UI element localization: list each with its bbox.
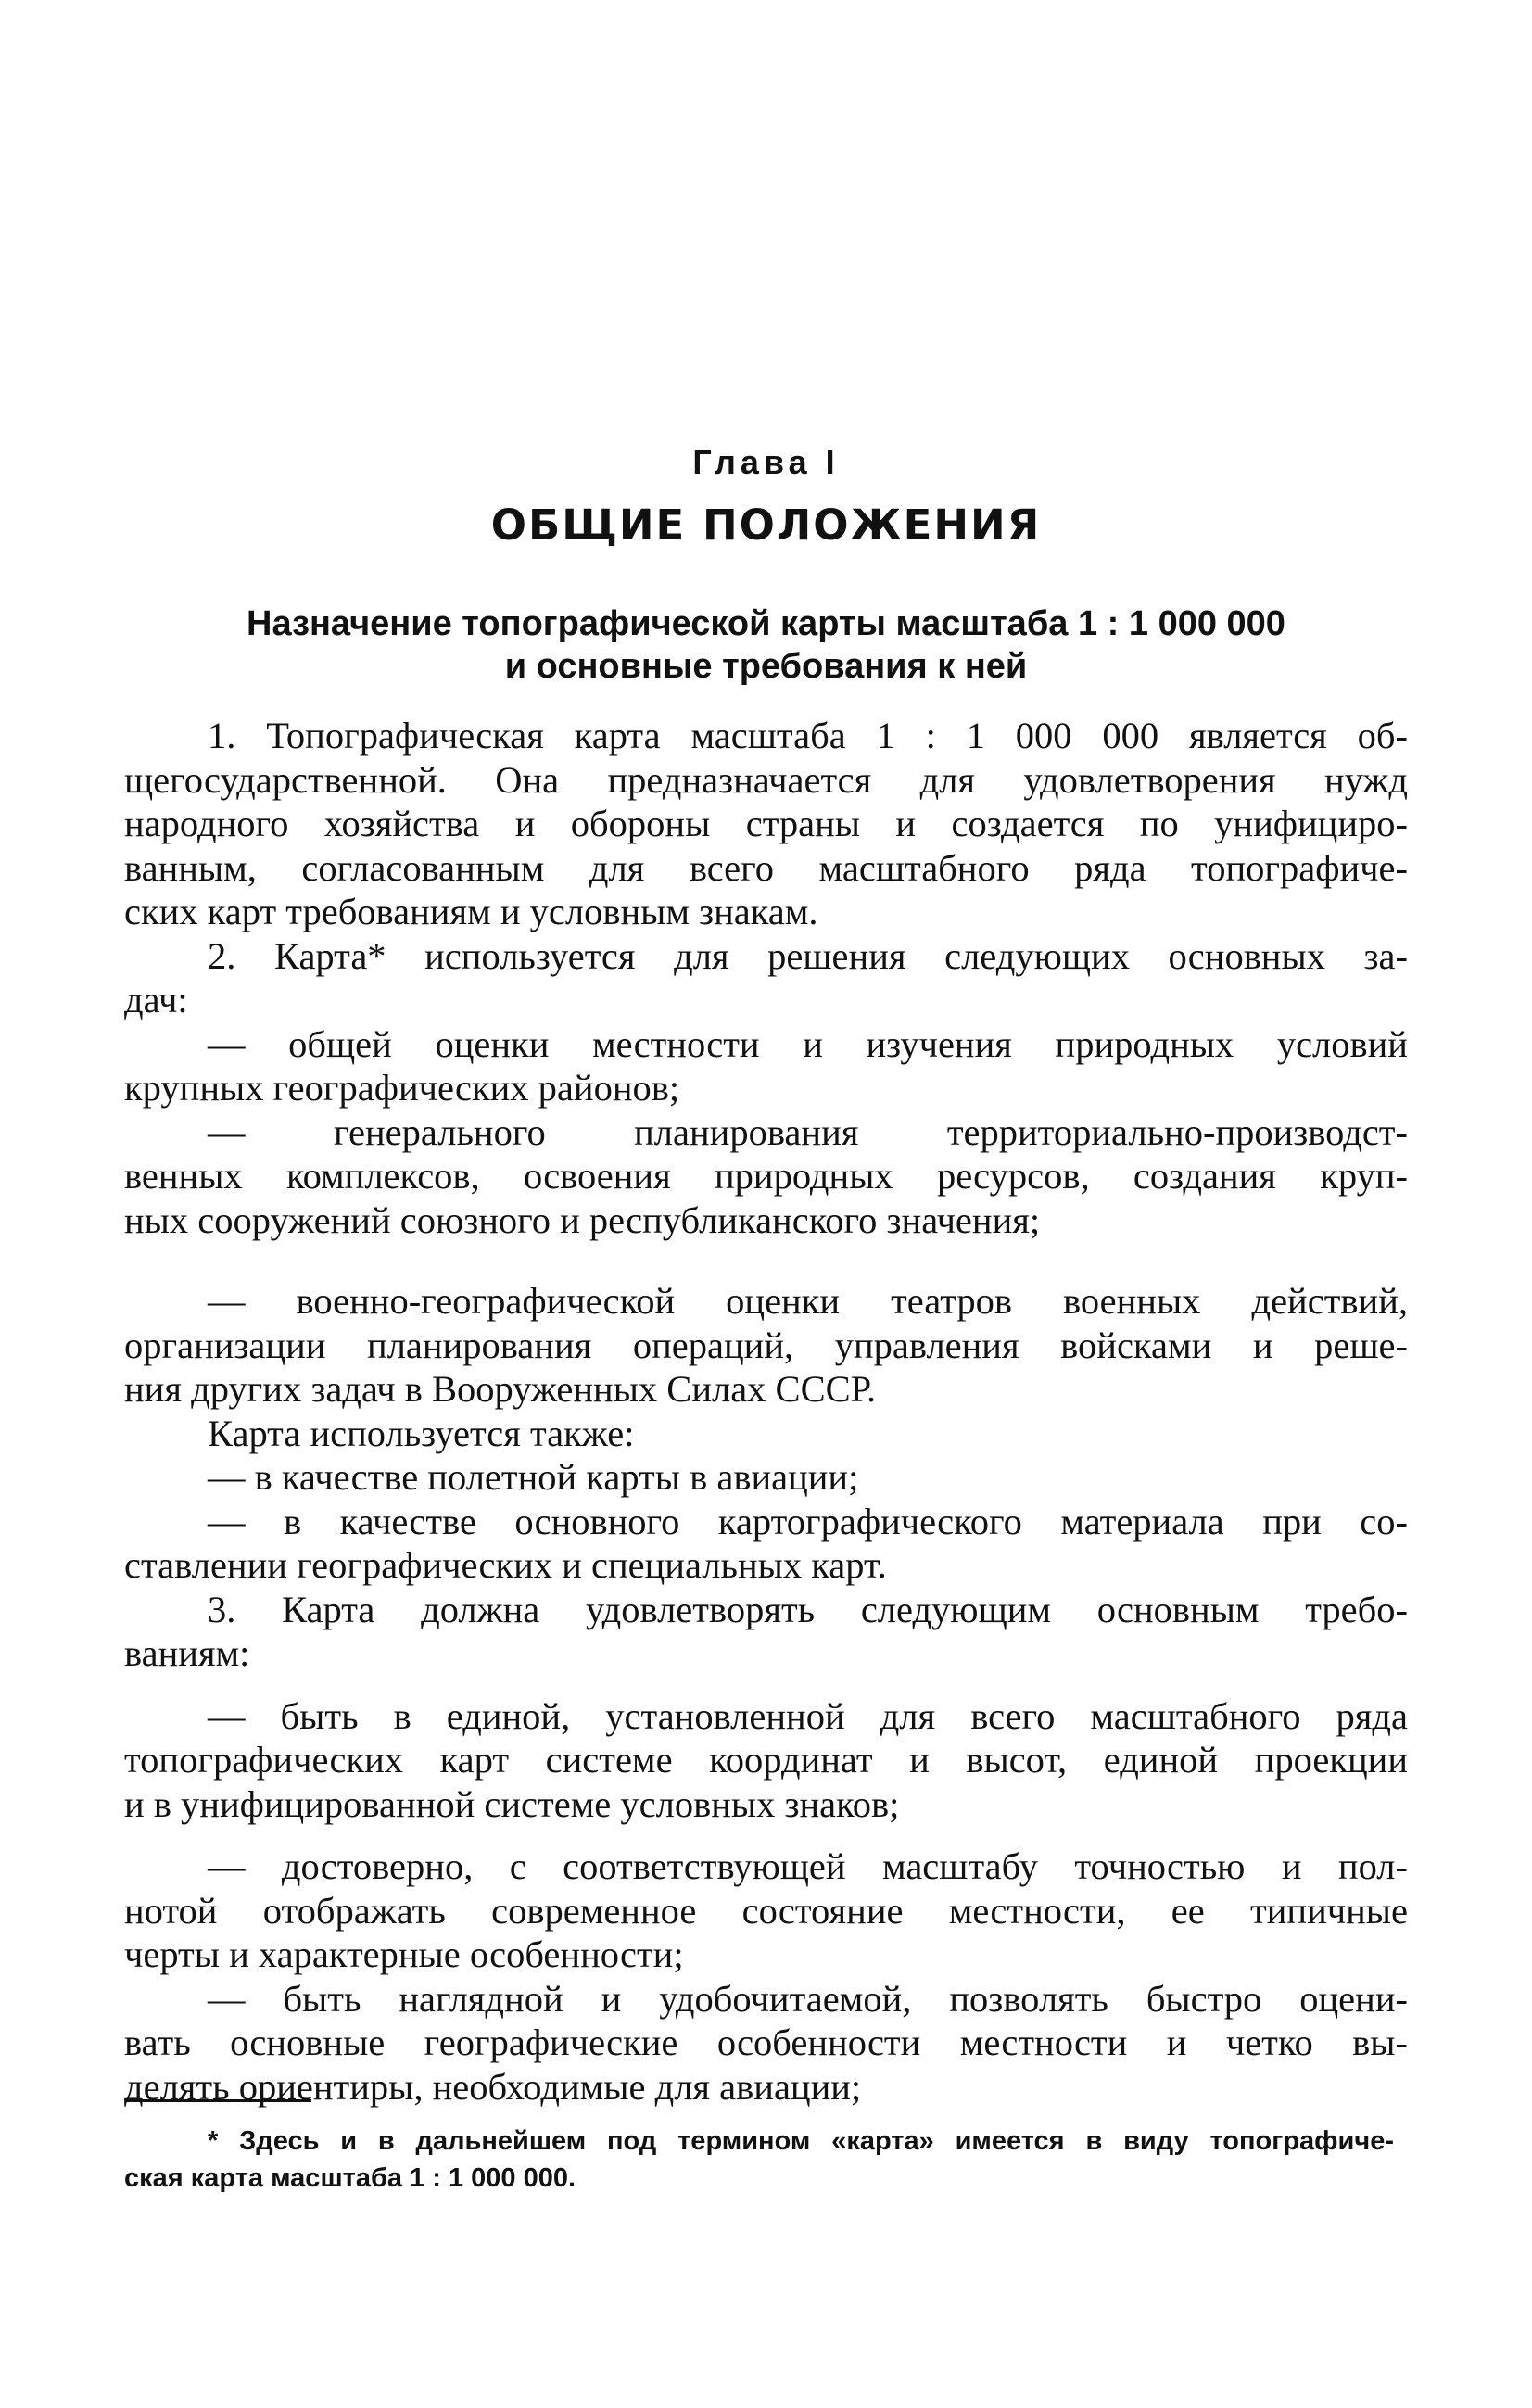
text-line: — генерального планирования территориально-производст- [208, 1110, 1408, 1153]
text-line: 1. Топографическая карта масштаба 1 : 1 000 000 является об- [208, 715, 1408, 756]
text-line: — быть наглядной и удобочитаемой, позволять быстро оцени- [208, 1977, 1408, 2020]
text-line: ставлении географических и специальных карт. [124, 1544, 887, 1586]
text-line: ванным, согласованным для всего масштабного ряда топографиче- [124, 846, 1408, 889]
text-line: ных сооружений союзного и республиканского значения; [124, 1198, 1041, 1241]
body-text [124, 714, 1408, 2109]
chapter-title: ОБЩИЕ ПОЛОЖЕНИЯ [490, 501, 1042, 550]
text-line: делять ориентиры, необходимые для авиации; [124, 2065, 862, 2108]
text-line: — военно-географической оценки театров военных действий, [208, 1280, 1408, 1322]
footnote-divider [126, 2099, 311, 2102]
text-line: — в качестве полетной карты в авиации; [208, 1456, 859, 1498]
section-heading-line: Назначение топографической карты масштаба 1 : 1 000 000 [247, 604, 1285, 643]
footnote [124, 2123, 1394, 2197]
footnote-line: ская карта масштаба 1 : 1 000 000. [124, 2163, 576, 2193]
footnote-line: * Здесь и в дальнейшем под термином «карта» имеется в виду топографиче- [208, 2126, 1394, 2156]
section-heading [0, 602, 1532, 688]
chapter-heading: Глава I [692, 443, 840, 481]
text-line: — общей оценки местности и изучения природных условий [208, 1022, 1408, 1065]
text-line: — в качестве основного картографического материала при со- [208, 1500, 1408, 1542]
text-line: организации планирования операций, управления войсками и реше- [124, 1324, 1408, 1366]
text-line: нотой отображать современное состояние местности, ее типичные [124, 1889, 1408, 1932]
text-line: щегосударственной. Она предназначается для удовлетворения нужд [124, 758, 1408, 801]
text-line: ских карт требованиям и условным знакам. [124, 891, 818, 932]
text-line: топографических карт системе координат и высот, единой проекции [124, 1739, 1408, 1781]
text-line: — достоверно, с соответствующей масштабу точностью и пол- [208, 1845, 1408, 1887]
section-heading-line: и основные требования к ней [504, 647, 1028, 686]
text-line: венных комплексов, освоения природных ресурсов, создания круп- [124, 1155, 1408, 1197]
text-line: 3. Карта должна удовлетворять следующим основным требо- [208, 1588, 1408, 1630]
text-line: черты и характерные особенности; [124, 1933, 684, 1975]
text-line: крупных географических районов; [124, 1067, 680, 1109]
text-line: ваниям: [124, 1632, 250, 1674]
text-line: 2. Карта* используется для решения следующих основных за- [208, 934, 1408, 977]
text-line: — быть в единой, установленной для всего масштабного ряда [208, 1694, 1408, 1737]
text-line: ния других задач в Вооруженных Силах СССР. [124, 1368, 877, 1410]
text-line: и в унифицированной системе условных знаков; [124, 1782, 900, 1825]
text-line: вать основные географические особенности местности и четко вы- [124, 2021, 1408, 2063]
text-line: народного хозяйства и обороны страны и создается по унифициро- [124, 803, 1408, 844]
text-line: Карта используется также: [208, 1412, 635, 1454]
text-line: дач: [124, 979, 188, 1020]
